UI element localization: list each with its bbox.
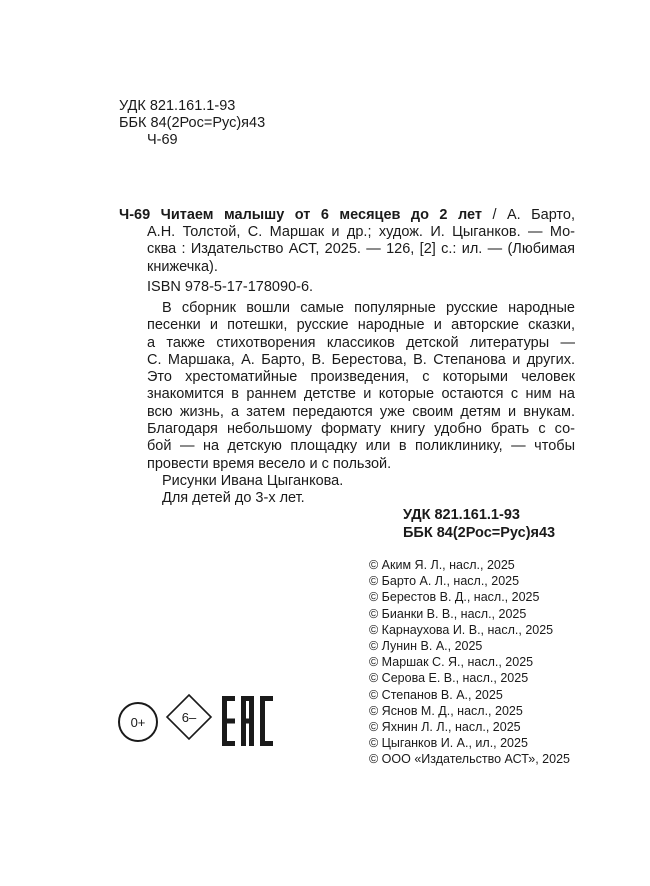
annotation-line: знакомится в раннем детстве и которые остаются с ним на [147,386,575,403]
annotation-line: Это хрестоматийные произведения, с которыми человек [147,369,575,386]
copyright-line: © Аким Я. Л., насл., 2025 [369,558,515,572]
entry-line-1 [119,207,575,224]
annotation-line: бой — на детскую площадку или в поликлинику, — чтобы [147,438,575,455]
copyright-line: © Барто А. Л., насл., 2025 [369,574,520,589]
entry-authors: / А. Барто, [492,207,576,223]
annotation [147,300,575,508]
entry-code: Ч-69 [119,207,151,223]
header-bbk: ББК 84(2Рос=Рус)я43 [119,115,266,131]
copyright-line: © Яснов М. Д., насл., 2025 [369,703,523,718]
entry-continuation [147,224,575,276]
age-rating-label: 0+ [130,714,146,730]
annotation-line: провести время весело и с пользой. [147,455,392,472]
annotation-line: всю жизнь, а затем передаются уже своим детям и внукам. [147,403,575,420]
annotation-line: песенки и потешки, русские народные и авторские сказки, [147,317,575,334]
annotation-line: С. Маршака, А. Барто, В. Берестова, В. Степанова и других. [147,351,575,368]
copyright-line: © Цыганков И. А., ил., 2025 [369,736,528,751]
entry-line-3: сква : Издательство АСТ, 2025. — 126, [2] с.: ил. — (Любимая [147,241,575,258]
annotation-line: Благодаря небольшому формату книгу удобно брать с со- [147,421,575,438]
header-udk: УДК 821.161.1-93 [119,98,236,114]
bibliographic-entry [119,207,575,224]
illustrations-credit: Рисунки Ивана Цыганкова. [162,472,344,489]
entry-line-2: А.Н. Толстой, С. Маршак и др.; худож. И. Цыганков. — Мо- [147,224,575,240]
isbn: ISBN 978-5-17-178090-6. [147,279,314,295]
copyright-line: © Карнаухова И. В., насл., 2025 [369,622,554,637]
annotation-line: В сборник вошли самые популярные русские народные [162,300,575,316]
copyright-line: © Маршак С. Я., насл., 2025 [369,655,534,670]
eac-logo-icon [222,696,274,746]
header-author-code: Ч-69 [147,132,178,148]
index-bbk: ББК 84(2Рос=Рус)я43 [403,525,556,541]
age-recommend-badge [165,693,213,741]
age-note: Для детей до 3-х лет. [162,490,305,507]
copyright-line: © Лунин В. А., 2025 [369,639,483,654]
index-udk: УДК 821.161.1-93 [403,507,520,523]
copyright-line: © Серова Е. В., насл., 2025 [369,671,529,686]
copyright-line: © Степанов В. А., 2025 [369,687,503,702]
age-rating-badge [118,702,158,742]
entry-title: Читаем малышу от 6 месяцев до 2 лет [160,207,482,223]
copyright-line: © Берестов В. Д., насл., 2025 [369,590,540,605]
annotation-line: а также стихотворения классиков детской литературы — [147,334,575,351]
copyright-line: © ООО «Издательство АСТ», 2025 [369,752,570,767]
copyright-line: © Бианки В. В., насл., 2025 [369,606,527,621]
copyright-list [369,557,570,768]
age-recommend-label: 6– [181,709,197,725]
copyright-line: © Яхнин Л. Л., насл., 2025 [369,720,521,735]
entry-line-4: книжечка). [147,258,218,275]
